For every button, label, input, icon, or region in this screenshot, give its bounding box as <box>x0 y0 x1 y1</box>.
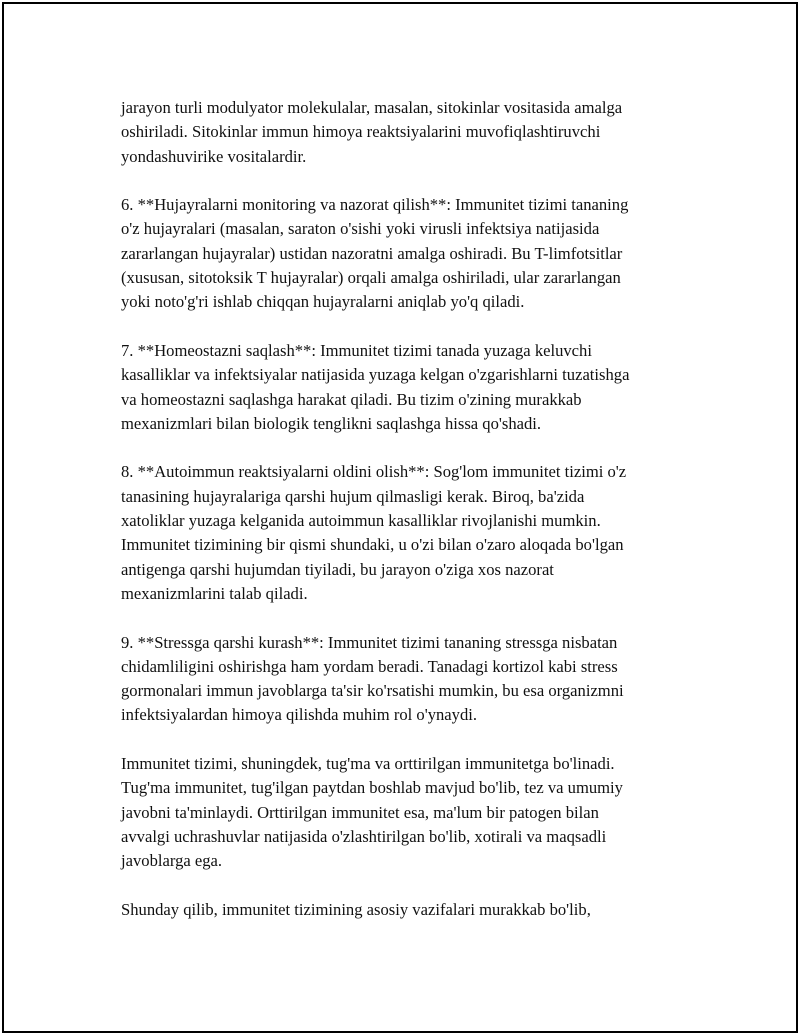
text-line: 8. **Autoimmun reaktsiyalarni oldini olish**: Sog'lom immunitet tizimi o'z <box>121 462 627 482</box>
text-line: jarayon turli modulyator molekulalar, masalan, sitokinlar vositasida amalga <box>121 98 623 117</box>
text-line: yondashuvirike vositalardir. <box>121 146 307 166</box>
text-line: Tug'ma immunitet, tug'ilgan paytdan boshlab mavjud bo'lib, tez va umumiy <box>121 778 623 798</box>
text-line: mexanizmlari bilan biologik tenglikni saqlashga hissa qo'shadi. <box>121 413 542 433</box>
text-line: va homeostazni saqlashga harakat qiladi. Bu tizim o'zining murakkab <box>121 389 582 409</box>
text-line: yoki noto'g'ri ishlab chiqqan hujayralarni aniqlab yo'q qiladi. <box>121 292 525 312</box>
text-line: javoblarga ega. <box>121 851 223 871</box>
text-line: mexanizmlarini talab qiladi. <box>121 583 308 603</box>
text-line: chidamliligini oshirishga ham yordam beradi. Tanadagi kortizol kabi stress <box>121 656 618 676</box>
paragraph <box>121 898 691 922</box>
text-line: tanasining hujayralariga qarshi hujum qilmasligi kerak. Biroq, ba'zida <box>121 486 585 506</box>
text-line: zararlangan hujayralar) ustidan nazoratni amalga oshiradi. Bu T-limfotsitlar <box>121 243 623 263</box>
text-line: 6. **Hujayralarni monitoring va nazorat qilish**: Immunitet tizimi tananing <box>121 195 629 215</box>
text-line: Shunday qilib, immunitet tizimining asosiy vazifalari murakkab bo'lib, <box>121 899 591 919</box>
paragraph <box>121 339 691 436</box>
paragraph <box>121 460 691 606</box>
paragraph <box>121 193 691 314</box>
text-line: infektsiyalardan himoya qilishda muhim rol o'ynaydi. <box>121 705 478 725</box>
text-line: xatoliklar yuzaga kelganida autoimmun kasalliklar rivojlanishi mumkin. <box>121 511 601 531</box>
text-line: Immunitet tizimining bir qismi shundaki, u o'zi bilan o'zaro aloqada bo'lgan <box>121 535 624 555</box>
paragraph <box>121 631 691 728</box>
page-frame <box>2 2 798 1033</box>
text-line: oshiriladi. Sitokinlar immun himoya reaktsiyalarini muvofiqlashtiruvchi <box>121 122 601 142</box>
text-line: javobni ta'minlaydi. Orttirilgan immunitet esa, ma'lum bir patogen bilan <box>121 802 599 822</box>
text-line: (xususan, sitotoksik T hujayralar) orqali amalga oshiriladi, ular zararlangan <box>121 268 621 288</box>
text-line: antigenga qarshi hujumdan tiyiladi, bu jarayon o'ziga xos nazorat <box>121 559 554 579</box>
text-line: gormonalari immun javoblarga ta'sir ko'rsatishi mumkin, bu esa organizmni <box>121 681 624 701</box>
paragraph <box>121 752 691 873</box>
text-line: kasalliklar va infektsiyalar natijasida yuzaga kelgan o'zgarishlarni tuzatishga <box>121 365 630 385</box>
text-line: avvalgi uchrashuvlar natijasida o'zlashtirilgan bo'lib, xotirali va maqsadli <box>121 826 607 846</box>
document-body <box>121 96 691 946</box>
text-line: o'z hujayralari (masalan, saraton o'sishi yoki virusli infektsiya natijasida <box>121 219 600 239</box>
text-line: 9. **Stressga qarshi kurash**: Immunitet tizimi tananing stressga nisbatan <box>121 632 618 652</box>
paragraph <box>121 96 691 169</box>
text-line: 7. **Homeostazni saqlash**: Immunitet tizimi tanada yuzaga keluvchi <box>121 340 592 360</box>
text-line: Immunitet tizimi, shuningdek, tug'ma va orttirilgan immunitetga bo'linadi. <box>121 754 615 774</box>
